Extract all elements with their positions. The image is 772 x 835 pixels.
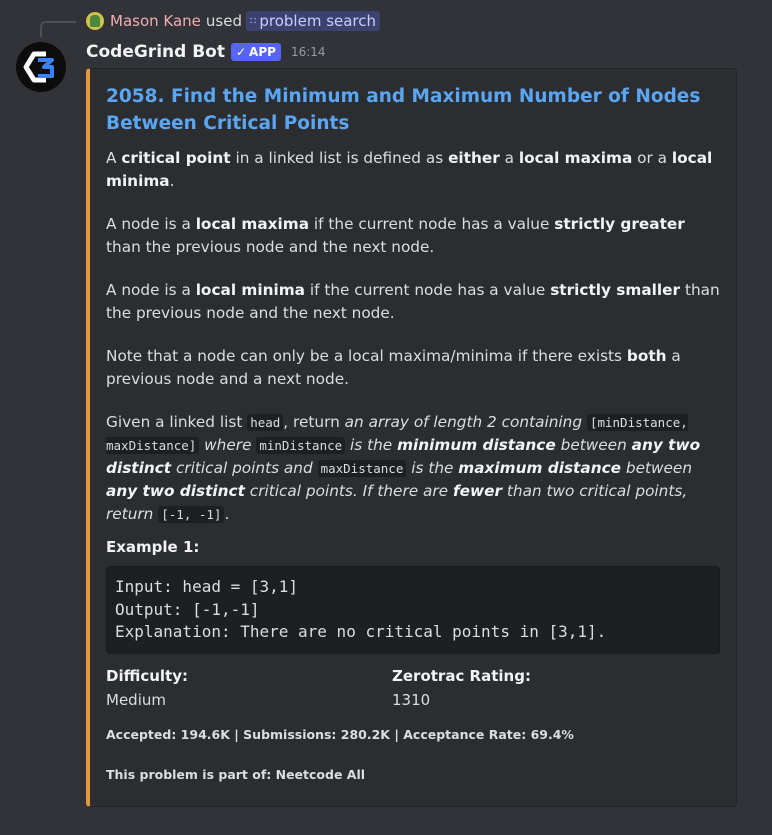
app-badge-label: APP — [249, 45, 276, 59]
text: if the current node has a value — [309, 215, 555, 233]
inline-code: maxDistance — [318, 460, 407, 477]
italic-text: is the — [345, 436, 398, 454]
app-badge — [231, 43, 281, 61]
bot-avatar[interactable] — [16, 42, 66, 92]
italic-text: critical points and — [171, 459, 318, 477]
bold-text: strictly greater — [554, 215, 685, 233]
field-value: 1310 — [392, 690, 431, 709]
bold-text: either — [448, 149, 500, 167]
field-value: Medium — [106, 690, 166, 709]
bold-italic-text: maximum distance — [458, 459, 622, 477]
text: , return — [283, 413, 345, 431]
bold-text: both — [626, 347, 667, 365]
bold-text: local minima — [106, 149, 713, 190]
text: in a linked list is defined as — [230, 149, 449, 167]
reply-connector — [40, 21, 76, 37]
inline-code: [-1, -1] — [158, 506, 224, 523]
reply-username[interactable]: Mason Kane — [110, 12, 201, 30]
problem-embed — [86, 68, 737, 807]
rating-field — [392, 664, 678, 712]
italic-text: where — [199, 436, 257, 454]
description-paragraph-1 — [106, 147, 720, 193]
message-timestamp[interactable]: 16:14 — [290, 45, 326, 59]
inline-code: head — [247, 414, 283, 431]
text: than the previous node and the next node. — [106, 238, 435, 256]
italic-text: than two critical points, return — [106, 482, 688, 523]
user-avatar[interactable] — [86, 12, 104, 30]
text: A node is a — [106, 215, 196, 233]
inline-code: minDistance — [256, 437, 345, 454]
codegrind-logo-icon — [16, 42, 66, 92]
italic-text: is the — [406, 459, 459, 477]
difficulty-field — [106, 664, 392, 712]
bold-text: local minima — [195, 281, 305, 299]
bold-italic-text: fewer — [452, 482, 503, 500]
bold-italic-text: any two distinct — [106, 436, 701, 477]
inline-code: [minDistance, maxDistance] — [106, 415, 688, 453]
italic-text: an array of length 2 containing — [344, 413, 587, 431]
bot-name[interactable]: CodeGrind Bot — [86, 42, 225, 62]
embed-title[interactable]: 2058. Find the Minimum and Maximum Number of Nodes Between Critical Points — [106, 86, 701, 134]
example-code-block[interactable]: Input: head = [3,1] Output: [-1,-1] Explanation: There are no critical points in [3,1]. — [106, 566, 720, 654]
bold-text: local maxima — [518, 149, 633, 167]
text: Note that a node can only be a local maxima/minima if there exists — [106, 347, 627, 365]
slash-command-icon: ∷ — [249, 15, 257, 27]
italic-text: critical points. If there are — [244, 482, 453, 500]
description-paragraph-3 — [106, 279, 720, 325]
text: A — [106, 149, 122, 167]
description-paragraph-5 — [106, 411, 720, 526]
message-header — [86, 40, 326, 64]
italic-text: between — [621, 459, 693, 477]
submission-stats: Accepted: 194.6K | Submissions: 280.2K | Acceptance Rate: 69.4% — [106, 726, 574, 742]
bold-italic-text: any two distinct — [106, 482, 245, 500]
text: or a — [632, 149, 672, 167]
text: . — [224, 505, 230, 523]
reply-context — [86, 10, 380, 32]
bold-text: critical point — [121, 149, 231, 167]
embed-fields — [106, 664, 720, 712]
example-heading: Example 1: — [106, 538, 200, 556]
text: if the current node has a value — [304, 281, 551, 299]
bold-italic-text: minimum distance — [397, 436, 556, 454]
embed-footer: This problem is part of: Neetcode All — [106, 766, 366, 782]
verified-check-icon: ✓ — [235, 45, 247, 59]
description-paragraph-2 — [106, 213, 720, 259]
text: a — [499, 149, 519, 167]
text: than the previous node and the next node. — [106, 281, 720, 322]
italic-text: between — [555, 436, 632, 454]
command-name: problem search — [259, 12, 377, 30]
bold-text: local maxima — [195, 215, 310, 233]
field-name: Difficulty: — [106, 666, 188, 685]
description-paragraph-4 — [106, 345, 720, 391]
text: A node is a — [106, 281, 196, 299]
text: Given a linked list — [106, 413, 248, 431]
bold-text: strictly smaller — [550, 281, 681, 299]
text: . — [169, 172, 175, 190]
command-chip[interactable] — [246, 11, 380, 31]
text: a previous node and a next node. — [106, 347, 681, 388]
reply-used-text: used — [205, 12, 242, 30]
field-name: Zerotrac Rating: — [392, 666, 531, 685]
